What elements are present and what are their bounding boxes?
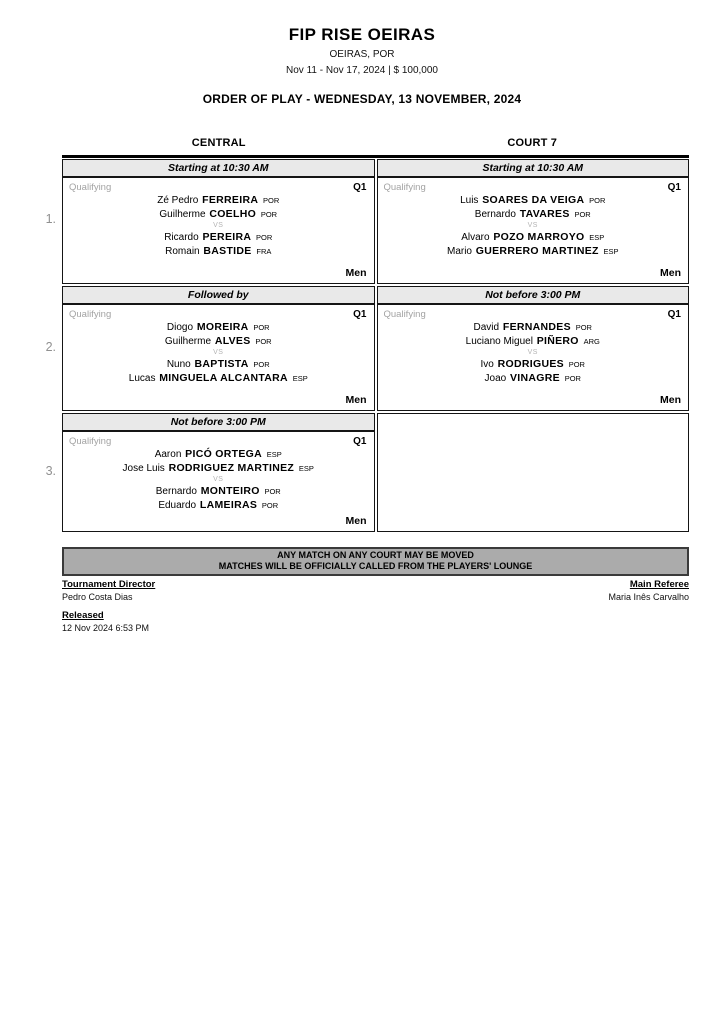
player-last-name: MONTEIRO (200, 485, 260, 497)
signature-left (62, 579, 155, 641)
match-time-header: Not before 3:00 PM (378, 287, 689, 305)
row-number-1: 1. (45, 212, 56, 226)
vs-label: VS (213, 222, 224, 229)
player-country: ESP (292, 374, 308, 383)
player-line (63, 358, 374, 371)
row-number-3: 3. (45, 464, 56, 478)
match-cell-court7-3-empty (377, 413, 690, 532)
player-first-name: Aaron (154, 449, 182, 460)
table-top-rule (62, 155, 689, 158)
players-block (378, 321, 689, 385)
player-last-name: BAPTISTA (194, 358, 249, 370)
player-last-name: RODRIGUES (497, 358, 564, 370)
round-label: Q1 (353, 436, 367, 447)
player-country: POR (255, 337, 272, 346)
player-line (63, 321, 374, 334)
player-line (378, 208, 689, 221)
player-last-name: GUERRERO MARTINEZ (475, 245, 599, 257)
match-body (63, 178, 374, 283)
gender-label: Men (660, 267, 681, 279)
main-referee-name: Maria Inês Carvalho (608, 592, 689, 602)
player-line (63, 194, 374, 207)
player-line (63, 448, 374, 461)
player-first-name: Bernardo (155, 486, 197, 497)
gender-label: Men (345, 515, 367, 527)
vs-label: VS (213, 349, 224, 356)
player-last-name: FERNANDES (502, 321, 571, 333)
category-label: Qualifying (383, 182, 426, 193)
player-first-name: Zé Pedro (157, 195, 199, 206)
main-referee-label: Main Referee (629, 579, 689, 590)
player-line (63, 485, 374, 498)
player-line (63, 335, 374, 348)
player-line (378, 372, 689, 385)
player-last-name: PICÓ ORTEGA (185, 448, 262, 460)
notice-line-2: MATCHES WILL BE OFFICIALLY CALLED FROM THE PLAYERS' LOUNGE (218, 561, 533, 571)
player-country: POR (574, 210, 591, 219)
category-label: Qualifying (69, 309, 112, 320)
player-line (63, 208, 374, 221)
player-first-name: David (473, 322, 500, 333)
schedule-table (62, 155, 689, 532)
notice-banner (62, 547, 689, 576)
player-line (378, 194, 689, 207)
released-label: Released (62, 610, 104, 621)
player-country: POR (256, 233, 273, 242)
player-country: FRA (256, 247, 272, 256)
tournament-director-label: Tournament Director (62, 579, 156, 590)
match-meta (378, 305, 689, 320)
row-number-2: 2. (45, 340, 56, 354)
match-cell-central-1 (62, 159, 375, 284)
player-last-name: BASTIDE (203, 245, 252, 257)
players-block (378, 194, 689, 258)
players-block (63, 448, 374, 512)
match-cell-central-2 (62, 286, 375, 411)
tournament-location: OEIRAS, POR (329, 49, 395, 60)
match-time-header: Followed by (63, 287, 374, 305)
match-body (63, 305, 374, 410)
player-last-name: POZO MARROYO (493, 231, 585, 243)
player-last-name: VINAGRE (509, 372, 560, 384)
match-cell-court7-2 (377, 286, 690, 411)
round-label: Q1 (353, 182, 367, 193)
player-last-name: PIÑERO (536, 335, 579, 347)
player-country: POR (263, 196, 280, 205)
player-last-name: COELHO (209, 208, 257, 220)
player-country: ESP (266, 450, 282, 459)
player-country: POR (253, 360, 270, 369)
players-block (63, 194, 374, 258)
player-first-name: Eduardo (158, 500, 197, 511)
tournament-dates-prize: Nov 11 - Nov 17, 2024 | $ 100,000 (286, 65, 438, 76)
player-first-name: Alvaro (461, 232, 490, 243)
player-country: POR (568, 360, 585, 369)
signature-right (608, 579, 689, 610)
match-meta (63, 432, 374, 447)
player-country: POR (564, 374, 581, 383)
tournament-title: FIP RISE OEIRAS (288, 25, 436, 44)
player-first-name: Lucas (128, 373, 156, 384)
match-body (378, 305, 689, 410)
player-country: ARG (583, 337, 600, 346)
tournament-director-name: Pedro Costa Dias (62, 592, 133, 602)
player-country: POR (589, 196, 606, 205)
gender-label: Men (345, 394, 367, 406)
player-first-name: Guilherme (159, 209, 206, 220)
player-line (63, 245, 374, 258)
match-cell-court7-1 (377, 159, 690, 284)
player-first-name: Romain (165, 246, 200, 257)
round-label: Q1 (353, 309, 367, 320)
player-country: POR (261, 501, 279, 510)
match-body (378, 178, 689, 283)
player-first-name: Ivo (480, 359, 494, 370)
match-time-header: Starting at 10:30 AM (378, 160, 689, 178)
player-line (63, 462, 374, 475)
court-header-central: CENTRAL (191, 137, 246, 149)
vs-label: VS (213, 476, 224, 483)
player-first-name: Ricardo (164, 232, 199, 243)
player-country: ESP (603, 247, 619, 256)
vs-label: VS (527, 349, 538, 356)
player-line (378, 321, 689, 334)
player-line (63, 231, 374, 244)
match-meta (378, 178, 689, 193)
player-last-name: RODRIGUEZ MARTINEZ (168, 462, 295, 474)
player-line (378, 245, 689, 258)
notice-line-1: ANY MATCH ON ANY COURT MAY BE MOVED (277, 550, 474, 560)
player-first-name: Jose Luis (122, 463, 165, 474)
player-first-name: Mario (446, 246, 472, 257)
category-label: Qualifying (69, 182, 112, 193)
schedule-grid (62, 159, 689, 532)
player-first-name: Luis (460, 195, 479, 206)
player-line (378, 335, 689, 348)
player-last-name: SOARES DA VEIGA (482, 194, 585, 206)
player-first-name: Joao (484, 373, 507, 384)
round-label: Q1 (667, 309, 681, 320)
match-meta (63, 305, 374, 320)
players-block (63, 321, 374, 385)
player-first-name: Nuno (166, 359, 191, 370)
match-body (63, 432, 374, 531)
player-last-name: MOREIRA (196, 321, 249, 333)
player-line (63, 499, 374, 512)
player-country: POR (575, 323, 592, 332)
player-country: POR (260, 210, 278, 219)
player-country: POR (264, 487, 281, 496)
player-line (378, 231, 689, 244)
document-header (0, 25, 724, 76)
player-first-name: Bernardo (474, 209, 516, 220)
player-country: ESP (589, 233, 605, 242)
court-header-court7: COURT 7 (507, 137, 558, 149)
player-line (63, 372, 374, 385)
released-value: 12 Nov 2024 6:53 PM (62, 623, 150, 633)
gender-label: Men (660, 394, 681, 406)
match-cell-central-3 (62, 413, 375, 532)
player-first-name: Guilherme (164, 336, 212, 347)
player-country: ESP (298, 464, 314, 473)
player-last-name: ALVES (214, 335, 251, 347)
player-first-name: Diogo (166, 322, 194, 333)
vs-label: VS (527, 222, 538, 229)
round-label: Q1 (667, 182, 681, 193)
match-meta (63, 178, 374, 193)
order-of-play-title: ORDER OF PLAY - WEDNESDAY, 13 NOVEMBER, 2024 (202, 92, 522, 106)
match-time-header: Not before 3:00 PM (63, 414, 374, 432)
gender-label: Men (345, 267, 367, 279)
player-first-name: Luciano Miguel (465, 336, 533, 347)
player-line (378, 358, 689, 371)
player-last-name: FERREIRA (202, 194, 259, 206)
category-label: Qualifying (383, 309, 426, 320)
category-label: Qualifying (69, 436, 112, 447)
match-time-header: Starting at 10:30 AM (63, 160, 374, 178)
court-headers (62, 137, 689, 149)
player-last-name: PEREIRA (202, 231, 252, 243)
player-last-name: LAMEIRAS (199, 499, 258, 511)
player-country: POR (253, 323, 270, 332)
player-last-name: TAVARES (519, 208, 570, 220)
player-last-name: MINGUELA ALCANTARA (159, 372, 288, 384)
